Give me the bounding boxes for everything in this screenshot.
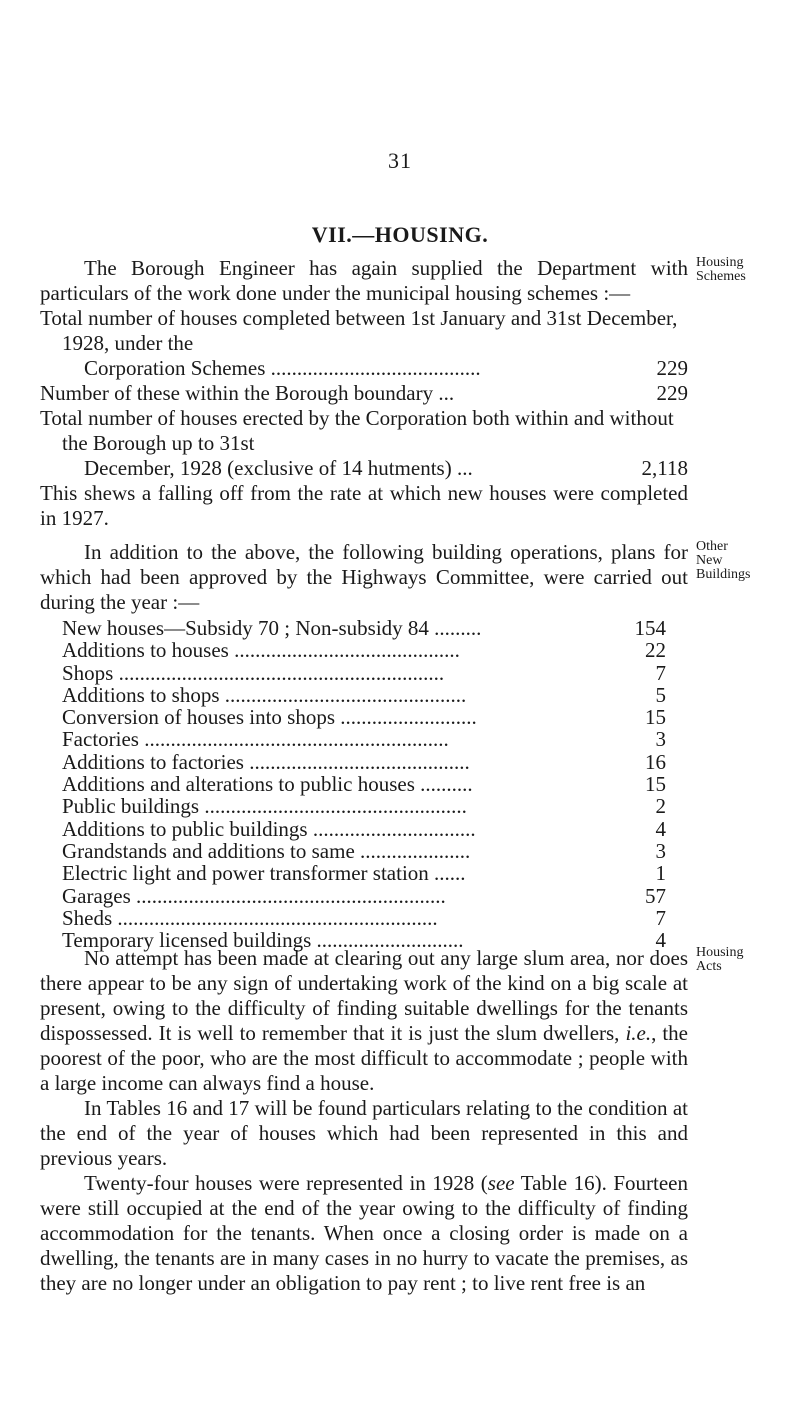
list-item <box>62 818 666 840</box>
operation-label: Electric light and power transformer station ...... <box>62 861 466 886</box>
schemes-intro: The Borough Engineer has again supplied the Department with particulars of the work done under the municipal housing schemes :— <box>40 256 688 305</box>
slum-text: , the poorest of the poor, who are the most difficult to accommodate ; people with a large income can always find a house. <box>40 1021 688 1095</box>
operation-label: Additions to factories .......................................... <box>62 749 470 774</box>
list-item <box>62 773 666 795</box>
schemes-item-value: 229 <box>656 381 688 405</box>
operations-intro: In addition to the above, the following building operations, plans for which had been approved by the Highways Committee, were carried out during the year :— <box>40 540 688 614</box>
operation-value: 15 <box>645 772 666 797</box>
slum-text-italic: i.e. <box>625 1021 652 1045</box>
list-item <box>62 751 666 773</box>
operation-label: Additions to shops .............................................. <box>62 682 467 707</box>
margin-note-other-new-buildings <box>696 540 800 582</box>
slum-text: Table 16). Fourteen were still occupied at the end of the year owing to the difficulty of finding accommodation for the tenants. When once a closing order is made on a dwelling, the tenants are in many cases in no hurry to vacate the premises, as they are no longer under an obligation to pay rent ; to live rent free is an <box>40 1171 689 1295</box>
operation-label: Additions and alterations to public houses .......... <box>62 772 473 797</box>
operation-value: 1 <box>655 861 666 886</box>
list-item <box>62 684 666 706</box>
list-item <box>62 639 666 661</box>
housing-schemes-section <box>40 256 688 531</box>
operation-value: 7 <box>655 905 666 930</box>
operation-label: Sheds ............................................................. <box>62 905 438 930</box>
slum-text: Twenty-four houses were represented in 1928 ( <box>84 1171 488 1195</box>
schemes-item-within-boundary <box>40 381 688 406</box>
schemes-item-value: 229 <box>656 356 688 380</box>
schemes-item-total-completed <box>40 306 688 381</box>
list-item <box>62 795 666 817</box>
operation-value: 3 <box>655 838 666 863</box>
operation-value: 7 <box>655 660 666 685</box>
operation-label: Conversion of houses into shops .......................... <box>62 705 477 730</box>
operation-label: Shops .............................................................. <box>62 660 445 685</box>
margin-note-line: Other <box>696 539 728 554</box>
operation-value: 4 <box>655 928 666 953</box>
schemes-item-text: Total number of houses erected by the Corporation both within and without the Borough up to 31st <box>40 406 674 455</box>
list-item <box>62 907 666 929</box>
schemes-item-text: Total number of houses completed between 1st January and 31st December, 1928, under the <box>40 306 678 355</box>
operation-label: Factories .......................................................... <box>62 727 449 752</box>
list-item <box>62 706 666 728</box>
list-item <box>62 885 666 907</box>
page-number: 31 <box>388 148 412 173</box>
list-item <box>62 617 666 639</box>
operation-label: Garages ........................................................... <box>62 883 446 908</box>
list-item <box>62 862 666 884</box>
section-heading: VII.—HOUSING. <box>311 222 489 247</box>
operation-value: 154 <box>634 616 666 640</box>
schemes-item-text-last: December, 1928 (exclusive of 14 hutments) ... <box>84 456 473 480</box>
margin-note-housing-schemes <box>696 256 800 284</box>
margin-note-line: Acts <box>696 959 722 974</box>
slum-text: No attempt has been made at clearing out any large slum area, nor does there appear to be any sign of undertaking work of the kind on a big scale at present, owing to the difficulty of finding suitable dwellings for the tenants dispossessed. It is well to remember that it is just the slum dwellers, <box>40 946 688 1045</box>
operation-label: Additions to public buildings ............................... <box>62 816 476 841</box>
operation-value: 4 <box>655 816 666 841</box>
slum-paragraph-2: In Tables 16 and 17 will be found particulars relating to the condition at the end of the year of houses which had been represented in this and previous years. <box>40 1096 688 1170</box>
operation-value: 57 <box>645 883 666 908</box>
list-item <box>62 840 666 862</box>
operation-label: New houses—Subsidy 70 ; Non-subsidy 84 ......... <box>62 616 482 640</box>
operations-intro-block <box>40 540 688 615</box>
schemes-closing: This shews a falling off from the rate at which new houses were completed in 1927. <box>40 481 688 530</box>
operation-value: 22 <box>645 638 666 663</box>
margin-note-line: Schemes <box>696 269 746 284</box>
margin-note-line: Housing <box>696 945 744 960</box>
operation-value: 5 <box>655 682 666 707</box>
list-item <box>62 662 666 684</box>
operation-label: Additions to houses ........................................... <box>62 638 460 663</box>
housing-acts-section <box>40 946 688 1296</box>
schemes-item-value: 2,118 <box>641 456 688 480</box>
operation-value: 2 <box>655 794 666 819</box>
operation-value: 16 <box>645 749 666 774</box>
operations-list <box>62 617 666 951</box>
operation-value: 3 <box>655 727 666 752</box>
operation-label: Public buildings .................................................. <box>62 794 467 819</box>
margin-note-line: New <box>696 553 723 568</box>
slum-text-italic: see <box>487 1171 515 1195</box>
operation-label: Grandstands and additions to same ..................... <box>62 838 471 863</box>
schemes-item-total-erected <box>40 406 688 481</box>
operation-label: Temporary licensed buildings ............................ <box>62 928 464 953</box>
list-item <box>62 728 666 750</box>
margin-note-line: Housing <box>696 255 744 270</box>
slum-paragraph-1 <box>40 946 688 1096</box>
schemes-item-text: Number of these within the Borough boundary ... <box>40 381 455 405</box>
margin-note-line: Buildings <box>696 567 751 582</box>
schemes-item-text-last: Corporation Schemes ........................................ <box>84 356 481 380</box>
operation-value: 15 <box>645 705 666 730</box>
margin-note-housing-acts <box>696 946 800 974</box>
slum-paragraph-3 <box>40 1171 688 1296</box>
